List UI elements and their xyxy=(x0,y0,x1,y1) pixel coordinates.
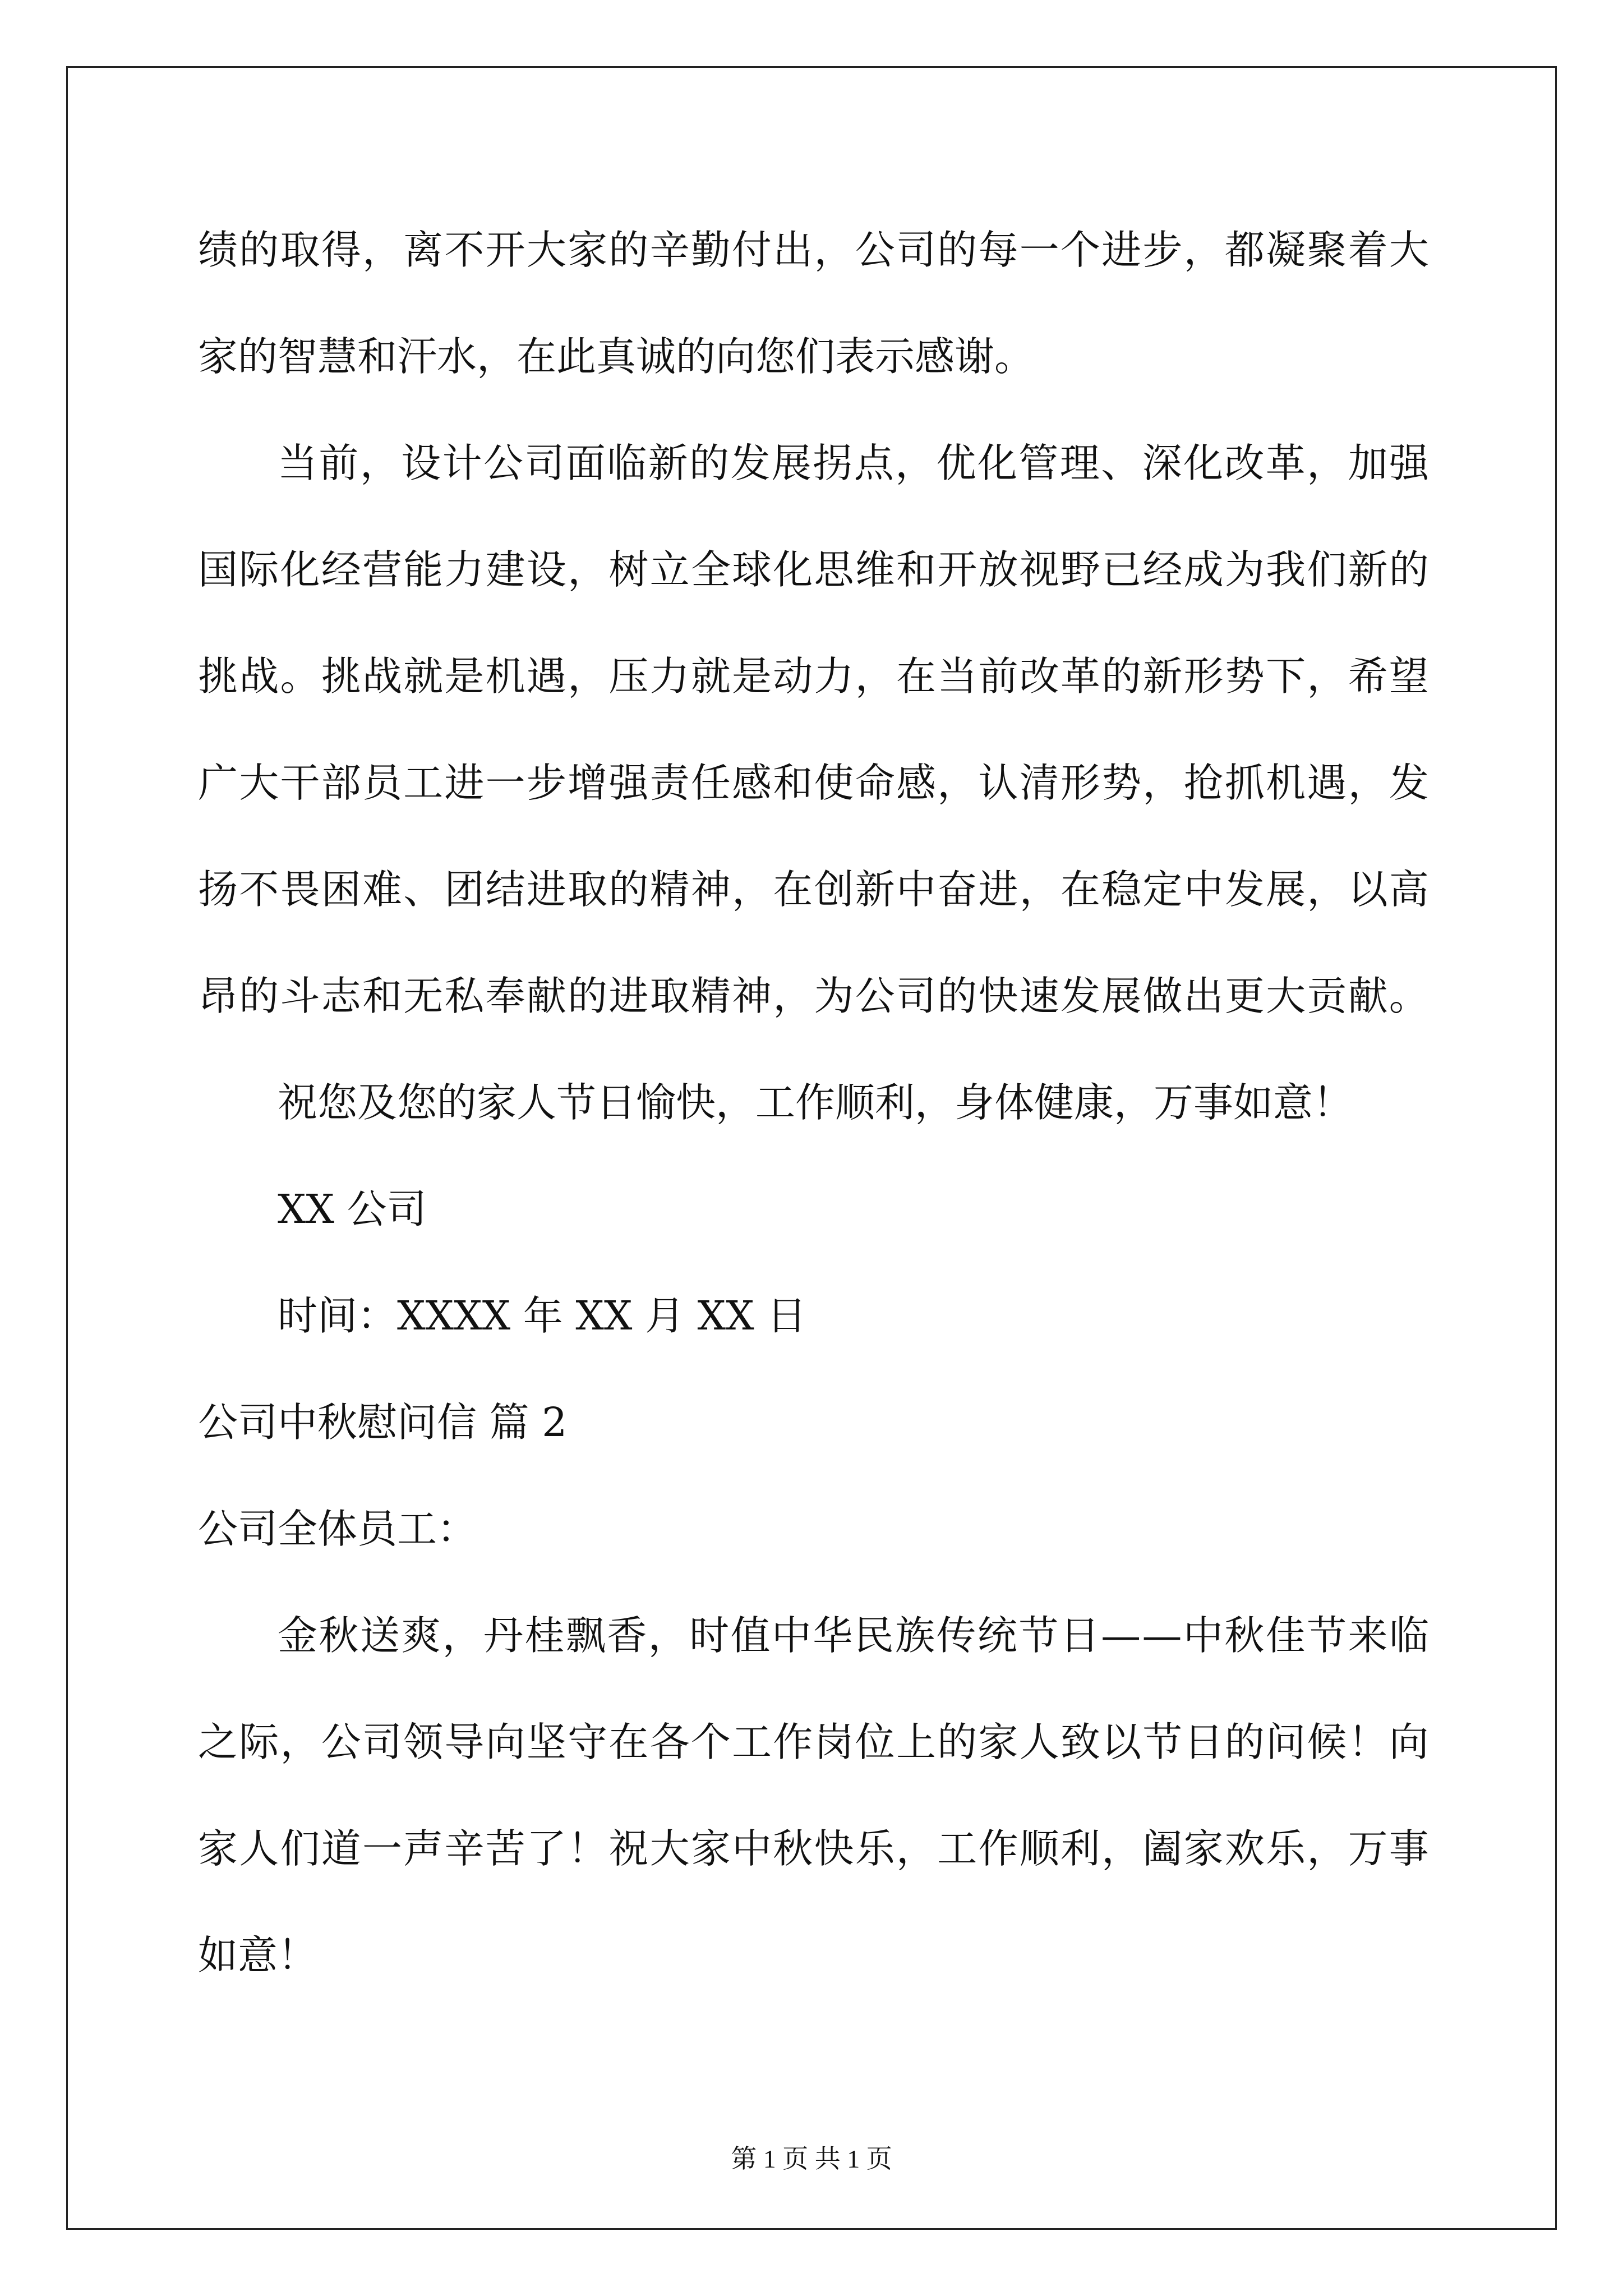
paragraph-line: 广 大 干 部 员 工 进 一 步 增 强 责 任 感 和 使 命 感 ， 认 清 形 势 ， 抢 抓 机 遇 ， 发 xyxy=(198,760,1429,806)
paragraph-line: 之 际 ， 公 司 领 导 向 坚 守 在 各 个 工 作 岗 位 上 的 家 人 致 以 节 日 的 问 候 ！ 向 xyxy=(198,1719,1429,1765)
paragraph-line: 国 际 化 经 营 能 力 建 设 ， 树 立 全 球 化 思 维 和 开 放 视 野 已 经 成 为 我 们 新 的 xyxy=(198,546,1429,593)
signature-date: 时间：XXXX 年 XX 月 XX 日 xyxy=(278,1292,807,1339)
paragraph-line: 昂 的 斗 志 和 无 私 奉 献 的 进 取 精 神 ， 为 公 司 的 快 速 发 展 做 出 更 大 贡 献 。 xyxy=(198,973,1429,1019)
paragraph-line: 如意！ xyxy=(198,1932,318,1978)
paragraph-line: 家的智慧和汗水，在此真诚的向您们表示感谢。 xyxy=(198,333,1035,380)
paragraph-line: 扬 不 畏 困 难 、 团 结 进 取 的 精 神 ， 在 创 新 中 奋 进 ， 在 稳 定 中 发 展 ， 以 高 xyxy=(198,866,1429,913)
paragraph-line: 绩 的 取 得 ， 离 不 开 大 家 的 辛 勤 付 出 ， 公 司 的 每 一 个 进 步 ， 都 凝 聚 着 大 xyxy=(198,227,1429,273)
signature-company: XX 公司 xyxy=(278,1186,427,1232)
page-footer: 第 1 页 共 1 页 xyxy=(731,2145,892,2173)
section-heading: 公司中秋慰问信 篇 2 xyxy=(198,1399,568,1446)
paragraph-line: 当 前 ， 设 计 公 司 面 临 新 的 发 展 拐 点 ， 优 化 管 理 、 深 化 改 革 ， 加 强 xyxy=(278,440,1429,486)
salutation: 公司全体员工： xyxy=(198,1506,477,1552)
paragraph-line: 家 人 们 道 一 声 辛 苦 了 ！ 祝 大 家 中 秋 快 乐 ， 工 作 顺 利 ， 阖 家 欢 乐 ， 万 事 xyxy=(198,1825,1429,1872)
paragraph-line: 挑 战 。 挑 战 就 是 机 遇 ， 压 力 就 是 动 力 ， 在 当 前 改 革 的 新 形 势 下 ， 希 望 xyxy=(198,653,1429,700)
paragraph-line: 金 秋 送 爽 ， 丹 桂 飘 香 ， 时 值 中 华 民 族 传 统 节 日 — — 中 秋 佳 节 来 临 xyxy=(278,1612,1429,1659)
document-body xyxy=(198,213,1429,2025)
greeting-line: 祝您及您的家人节日愉快，工作顺利，身体健康，万事如意！ xyxy=(278,1079,1353,1126)
